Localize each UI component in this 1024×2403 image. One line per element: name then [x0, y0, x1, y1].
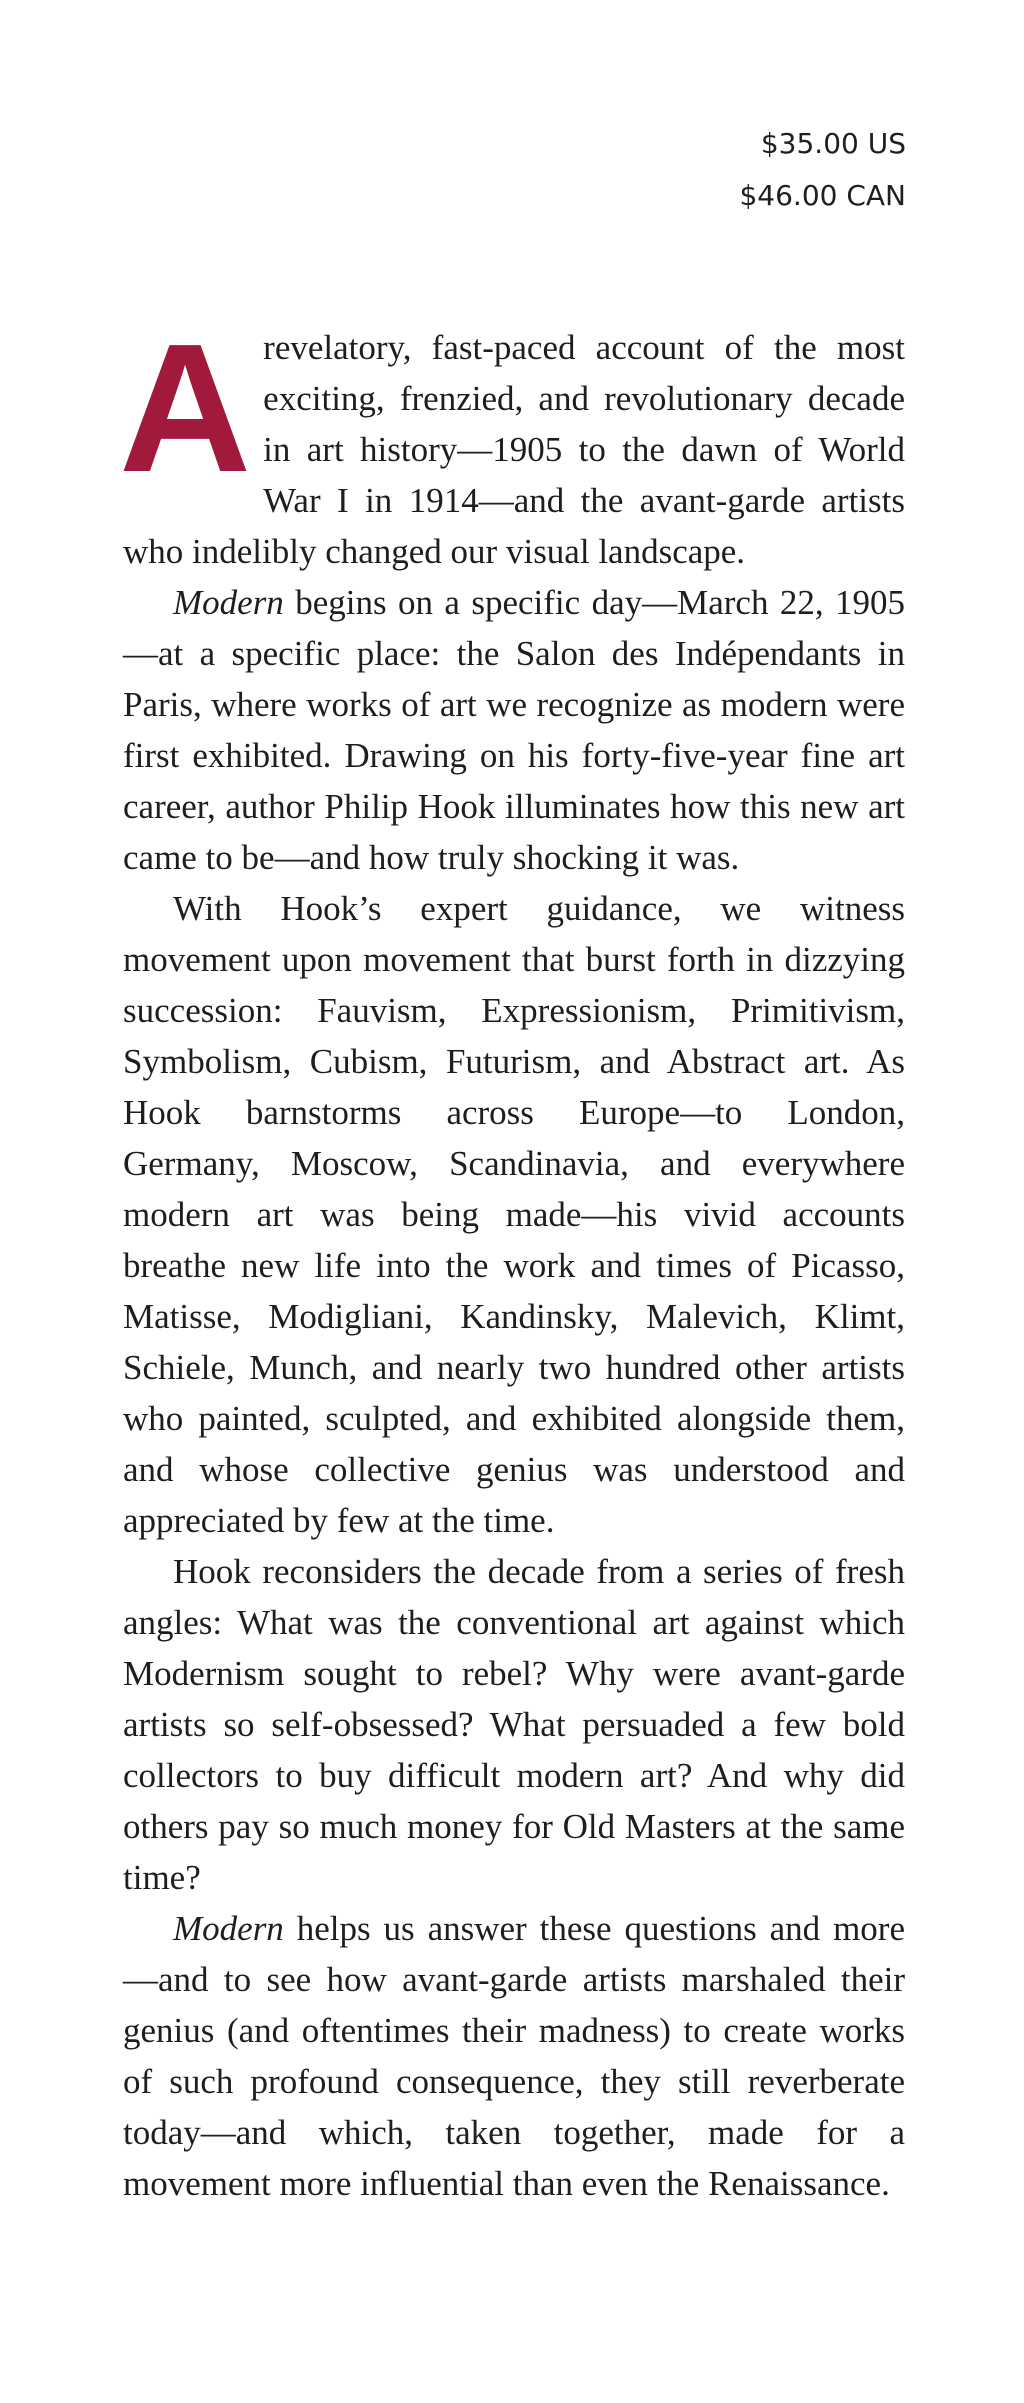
book-title-italic: Modern	[173, 1909, 284, 1948]
paragraph-4: Hook reconsiders the decade from a series of fresh angles: What was the conventional art against which Modernism sought to rebel? Why were avant-garde artists so self-obsessed? What persuaded a few bold collectors to buy difficult modern art? And why did others pay so much money for Old Masters at the same time?	[123, 1552, 905, 1897]
paragraph-1	[119, 305, 905, 577]
price-can: $46.00 CAN	[739, 179, 906, 212]
paragraph-2	[123, 577, 905, 883]
paragraph-5	[123, 1903, 905, 2209]
paragraph-5-text: helps us answer these questions and more—and to see how avant-garde artists marshaled their genius (and oftentimes their madness) to create works of such profound consequence, they still reverberate today—and which, taken together, made for a movement more influential than even the Renaissance.	[123, 1909, 905, 2203]
drop-cap: A	[119, 305, 252, 510]
paragraph-2-text: begins on a specific day—March 22, 1905—at a specific place: the Salon des Indépendants in Paris, where works of art we recognize as modern were first exhibited. Drawing on his forty-five-year fine art career, author Philip Hook illuminates how this new art came to be—and how truly shocking it was.	[123, 583, 905, 877]
paragraph-3: With Hook’s expert guidance, we witness movement upon movement that burst forth in dizzying succession: Fauvism, Expressionism, Primitivism, Symbolism, Cubism, Futurism, and Abstract art. As Hook barnstorms across Europe—to London, Germany, Moscow, Scandinavia, and everywhere modern art was being made—his vivid accounts breathe new life into the work and times of Picasso, Matisse, Modigliani, Kandinsky, Malevich, Klimt, Schiele, Munch, and nearly two hundred other artists who painted, sculpted, and exhibited alongside them, and whose collective genius was understood and appreciated by few at the time.	[123, 889, 905, 1540]
price-block	[739, 118, 906, 222]
price-us: $35.00 US	[760, 127, 906, 160]
book-title-italic: Modern	[173, 583, 284, 622]
paragraph-1-text: revelatory, fast-paced account of the most exciting, frenzied, and revolutionary decade in art history—1905 to the dawn of World War I in 1914—and the avant-garde artists who indelibly changed our visual landscape.	[123, 328, 905, 571]
jacket-flap-copy	[119, 305, 905, 2209]
